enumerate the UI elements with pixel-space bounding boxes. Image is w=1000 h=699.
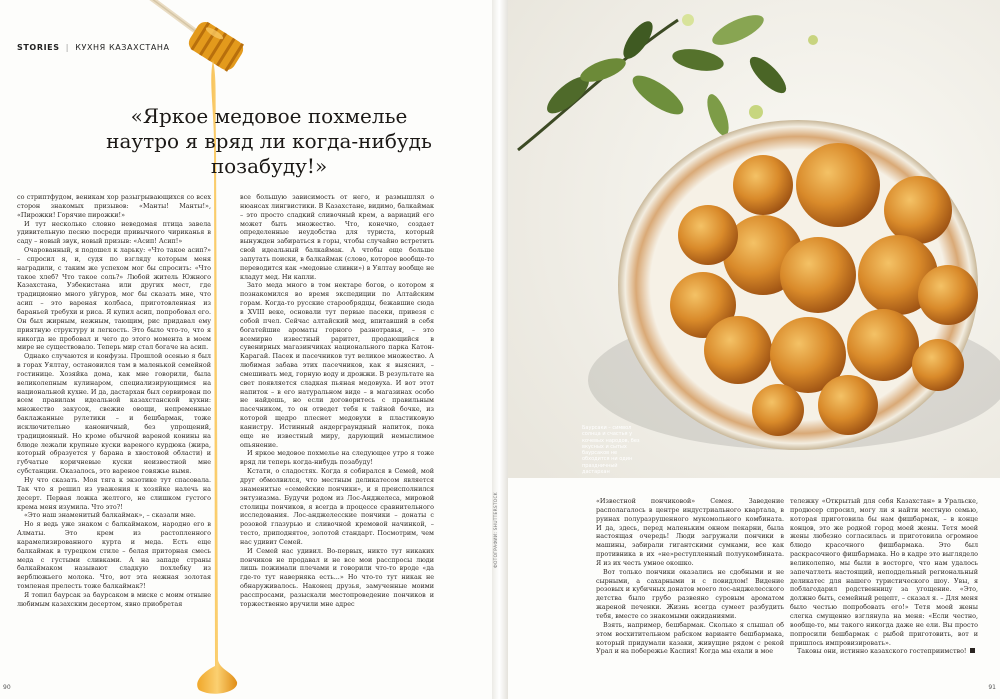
text-column-1 xyxy=(17,193,211,675)
photo-caption: Баурсаки – символ солнца и счастья у кочевых народов, без вкусных и сытых баурсаков не обходится ни один праздничный дастархан xyxy=(582,425,640,476)
baursak-plate-photo xyxy=(508,0,1000,478)
text-column-3 xyxy=(596,497,784,675)
paragraph: Я топил баурсак за баурсаком в миске с моим отныне любимым казахским десертом, явно приобретая xyxy=(17,590,211,608)
paragraph xyxy=(790,647,978,656)
page-number-right: 91 xyxy=(988,684,996,691)
paragraph: со стриптфудом, веникам хор разыгрывающихся со всех сторон знакомых призывов: «Манты! Манты!», «Пирожки! Горячие пирожки!» xyxy=(17,193,211,219)
right-page xyxy=(508,0,1000,699)
paragraph: Очарованный, я подошел к ларьку: «Что такое асип?» – спросил я, и, судя по взгляду которым меня наградили, с таким же успехом мог бы спросить: «Что такое хлеб? Что такое соль?» Любой житель Южного Казахстана, Узбекистана или других мест, где традиционно много уйгуров, мог бы сказать мне, что асип – это вареная колбаса, приготовленная из бараньей требухи и риса. Я купил асип, попробовал его. Он был жирным, нежным, тающим, рис придавал ему приятную структуру и легкость. Это было что-то, что я никогда не пробовал и чего до этого момента в моем мире не существовало. Теперь мир стал богаче на асип. xyxy=(17,246,211,352)
paragraph: Кстати, о сладостях. Когда я собирался в Семей, мой друг обмолвился, что местным деликатесом является знаменитые «семейские пончики», и я преисполнился энтузиазма. Будучи родом из Лос-Анджелеса, мировой столицы пончиков, я всегда в процессе сравнительного исследования. Лос-анджелесские пончики – донаты с розовой глазурью и сливочной кремовой начинкой, – тесто, приподнятое, золотой стандарт. Посмотрим, чем нас удивит Семей. xyxy=(240,467,434,546)
paragraph: Вот только пончики оказались не сдобными и не сырными, а сахарными и с повидлом! Видение розовых и кубичных донатов моего лос-анджелесского детства было грубо развеяно суровым ароматом жареной печенки. Жизнь всегда сумеет разбудить тебя, вместе со знакомыми ожиданиями. xyxy=(596,567,784,620)
paragraph: Зато меда много в том нектаре богов, о котором я познакомился во время экспедиции по Алтайским горам. Когда-то русские старообрядцы, бежавшие сюда в XVIII веке, основали тут первые пасеки, привезя с собой пчел. Сейчас алтайский мед, впитавший в себя богатейшие ароматы горного разнотравья, – это всемирно известный раритет, продающийся в сувенирных магазинчиках национального парка Катон-Карагай. Пасек и пасечников тут великое множество. А любимая забава этих пасечников, как я выяснил, – смешивать мед, горную воду и дрожжи. В результате на свет появляется сладкая пьяная медовуха. И вот этот напиток – в его натуральном виде – в магазинах особо не найдешь, но если договоритесь с правильным пасечником, то он отведет тебя к тайной бочке, из которой щедро плеснет медовухи в пластиковую канистру. Истинный андерграундный напиток, пока еще не известный миру, дарующий немыслимое опьянение. xyxy=(240,281,434,449)
end-mark xyxy=(970,648,975,653)
paragraph: «Известной пончиковой» Семея. Заведение располагалось в центре индустриального квартала, в руинах полуразрушенного мукомольного комбината. И да, здесь, перед маленьким окном пекарни, была настоящая очередь! Люди загружали пончики в машины, забирали гигантскими сумками, все как противника в их «не»реступленный полуукомбината. Я из их честь умное окошко. xyxy=(596,497,784,567)
paragraph: Ну что сказать. Моя тяга к экзотике тут спасовала. Так что я решил из уважения к хозяйке налечь на десерт. Первая ложка желтого, не слишком густого крема меня изумила. Что это?! xyxy=(17,476,211,511)
spine-gutter xyxy=(492,0,508,699)
paragraph: Но я ведь уже знаком с балкаймаком, народно его в Алматы. Это крем из растопленного карамелизированного курта и меда. Есть еще балкаймак в турецком стиле – белая приторная смесь меда с густыми сливками. А на западе страны балкаймаком называют сладкую похлебку из верблюжьего молока. Что, вот эта нежная золотая томленая прелесть тоже балкаймак?! xyxy=(17,520,211,591)
section-label: STORIES xyxy=(17,43,60,52)
left-page xyxy=(0,0,492,699)
page-number-left: 90 xyxy=(3,684,11,691)
paragraph: И яркое медовое похмелье на следующее утро я тоже вряд ли теперь когда-нибудь позабуду! xyxy=(240,449,434,467)
paragraph: Однако случаются и конфузы. Прошлой осенью я был в горах Уялтау, остановился там в маленькой семейной гостинице. Хозяйка дома, как мне говорили, была великолепным кулинаром, специализирующимся на национальной кухне. И да, дастархан был сервирован по всем правилам идеальной казахстанской кухни: множество закусок, свежие овощи, непременные баклажанные рулетики – и бешбармак, тоже исключительно каноничный, без упрощений, традиционный. Но кроме обычной вареной конины на блюде лежали крупные куски вареного курдюка (жира, который образуется у барана в хвостовой области) и губчатые коричневые куски неизвестной мне субстанции. Оказалось, это вареное говяжье вымя. xyxy=(17,352,211,476)
paragraph: все большую зависимость от него, и размышлял о нюансах лингвистики. В Казахстане, видимо, балкаймак – это просто сладкий сливочный крем, а вариаций его может быть множество. Что, конечно, создает определенные неудобства для туриста, который вынужден забираться в горы, чтобы случайно встретить свой идеальный балкаймак. А чтобы еще больше запутать поиски, в балкаймак (слово, которое вообще-то переводится как «медовые сливки») в Уялтау вообще не кладут мед. Ни капли. xyxy=(240,193,434,281)
paragraph: «Это наш знаменитый балкаймак», – сказали мне. xyxy=(24,511,196,520)
text-column-4 xyxy=(790,497,978,675)
photo-credit: ФОТОГРАФИИ: SHUTTERSTOCK xyxy=(494,492,499,568)
closing-line: Таковы они, истинно казахского гостеприимство! xyxy=(797,647,967,656)
pull-quote: «Яркое медовое похмелье наутро я вряд ли когда-нибудь позабуду!» xyxy=(106,104,432,178)
paragraph: Взять, например, бешбармак. Сколько я слышал об этом восхитительном рабском варианте бешбармака, который придумали казаки, живущие рядом с рекой Урал и на побережье Каспия! Когда мы ехали в мое xyxy=(596,620,784,656)
text-column-2 xyxy=(240,193,434,675)
rubric-label: КУХНЯ КАЗАХСТАНА xyxy=(75,43,170,52)
paragraph: тележку «Открытый для себя Казахстан» в Уральске, продюсер спросил, могу ли я найти местную семью, которая приготовила бы нам фишбармак, – в конце концов, это же родной город моей жены. Тетя моей жены любезно согласилась и приготовила огромное блюдо красочного фишбармака. Это был раскрасочного фишбармака. Но в кадре это выглядело великолепно, мы были в восторге, что нам удалось запечатлеть настоящий, неподдельный региональный деликатес для нашего туристического шоу. Увы, я поблагодарил родственницу за угощение. «Это, должно быть, семейный рецепт, – сказал я. – Для меня было честью попробовать его!» Тетя моей жены слегка смущенно взглянула на меня: «Если честно, вообще-то, мы такого никогда даже не ели. Вы просто попросили бешбармак с рыбой приготовить, вот и пришлось импровизировать». xyxy=(790,497,978,647)
paragraph: И Семей нас удивил. Во-первых, никто тут никаких пончиков не продавал и не все мои расспросы люди лишь пожимали плечами и говорили что-то вроде «да где-то тут наверняка есть...» Но что-то тут никак не обнаруживалось. Наконец друзья, замученные моими расспросами, разыскали местопроведение пончиков и торжественно вручили мне адрес xyxy=(240,546,434,608)
paragraph: И тут несколько словно неведомая птица завела удивительную песню посреди привычного чириканья в саду – новый звук, новый призыв: «Асип! Асип!» xyxy=(17,219,211,246)
header-separator: | xyxy=(65,43,70,52)
